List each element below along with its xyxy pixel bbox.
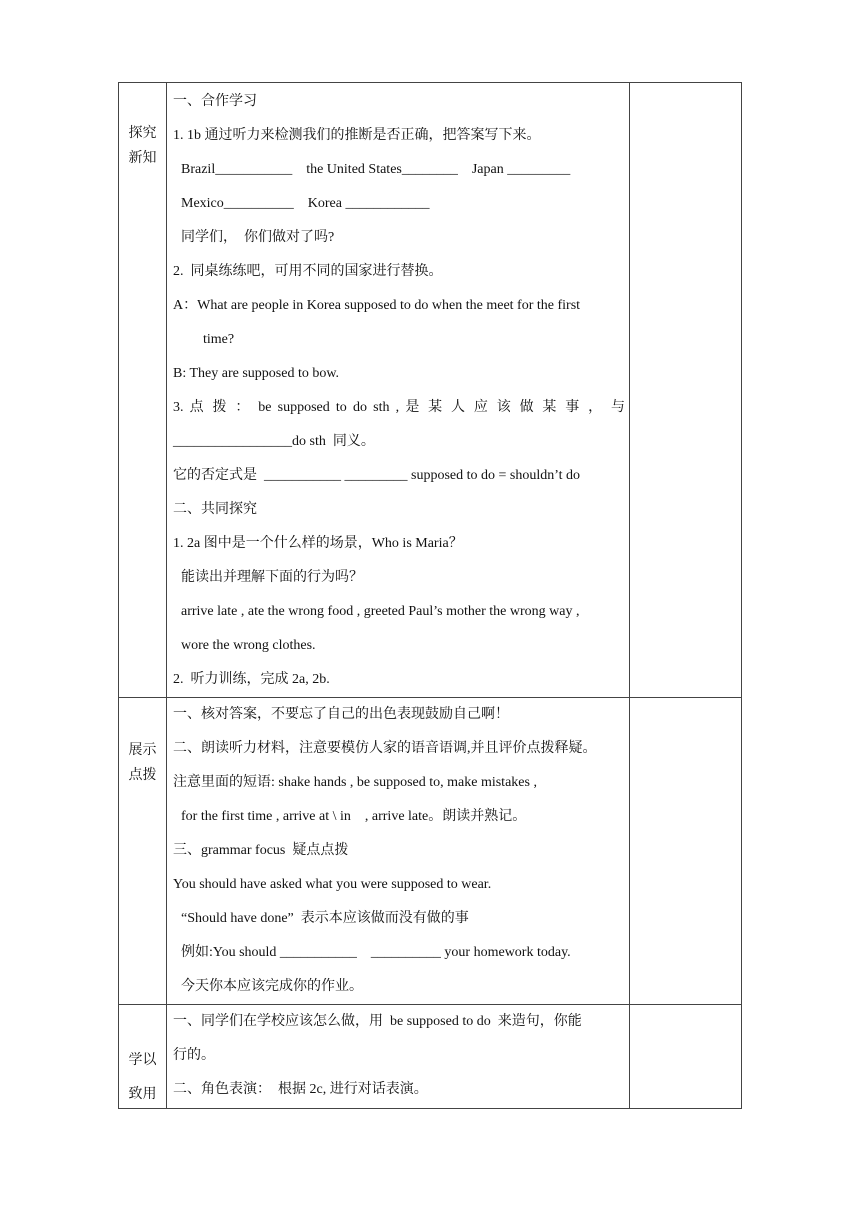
content-line: 一、合作学习: [173, 94, 257, 109]
section-label-line-1: 学以: [128, 1053, 157, 1068]
section-label-line-2: 新知: [128, 151, 157, 166]
content-line: wore the wrong clothes.: [181, 638, 316, 653]
content-line: 二、共同探究: [173, 502, 257, 517]
content-line: for the first time , arrive at \ in , arrive late。朗读并熟记。: [181, 809, 527, 824]
content-line: 同学们， 你们做对了吗?: [181, 230, 335, 245]
fill-in-line: 它的否定式是 ___________ _________ supposed to do = shouldn’t do: [173, 468, 581, 483]
content-line: 二、朗读听力材料，注意要模仿人家的语音语调,并且评价点拨释疑。: [173, 741, 597, 756]
dialogue-line: A：What are people in Korea supposed to do when the meet for the first: [173, 298, 581, 313]
content-line: You should have asked what you were supposed to wear.: [173, 877, 492, 892]
dialogue-line: time?: [203, 332, 235, 347]
content-line: 今天你本应该完成你的作业。: [181, 979, 363, 994]
section-label-line-2: 点拨: [128, 768, 157, 783]
fill-in-line: 例如:You should ___________ __________ your homework today.: [181, 945, 571, 960]
section-display-row: [119, 698, 742, 1005]
content-line: 1. 1b 通过听力来检测我们的推断是否正确，把答案写下来。: [173, 128, 541, 143]
section-content-cell: [167, 1005, 630, 1109]
section-content-cell: [167, 83, 630, 698]
section-label-cell: [119, 698, 167, 1005]
section-content-cell: [167, 698, 630, 1005]
content-line: 3. 点 拨 ： be supposed to do sth , 是 某 人 应 该 做 某 事 ， 与: [173, 400, 625, 415]
notes-cell: [630, 83, 742, 698]
section-label-line-1: 探究: [128, 126, 157, 141]
content-line: 一、核对答案，不要忘了自己的出色表现鼓励自己啊！: [173, 707, 509, 722]
notes-cell: [630, 1005, 742, 1109]
fill-in-line: _________________do sth 同义。: [173, 434, 375, 449]
content-line: 二、角色表演： 根据 2c, 进行对话表演。: [173, 1082, 428, 1097]
content-line: 能读出并理解下面的行为吗？: [181, 570, 363, 585]
content-line: 注意里面的短语: shake hands , be supposed to, make mistakes ,: [173, 775, 537, 790]
section-label-line-2: 致用: [128, 1087, 157, 1102]
content-line: 一、同学们在学校应该怎么做，用 be supposed to do 来造句，你能: [173, 1014, 582, 1029]
content-line: 行的。: [173, 1048, 215, 1063]
notes-cell: [630, 698, 742, 1005]
dialogue-line: B: They are supposed to bow.: [173, 366, 340, 381]
fill-in-line: Brazil___________ the United States________ Japan _________: [181, 162, 571, 177]
content-line: 1. 2a 图中是一个什么样的场景，Who is Maria？: [173, 536, 463, 551]
content-line: arrive late , ate the wrong food , greeted Paul’s mother the wrong way ,: [181, 604, 580, 619]
section-explore-row: [119, 83, 742, 698]
fill-in-line: Mexico__________ Korea ____________: [181, 196, 430, 211]
section-label-cell: [119, 1005, 167, 1109]
content-line: 三、grammar focus 疑点点拨: [173, 843, 349, 858]
content-line: 2. 听力训练，完成 2a, 2b.: [173, 672, 330, 687]
section-apply-row: [119, 1005, 742, 1109]
section-label-cell: [119, 83, 167, 698]
content-line: “Should have done” 表示本应该做而没有做的事: [181, 911, 469, 926]
content-line: 2. 同桌练练吧，可用不同的国家进行替换。: [173, 264, 443, 279]
section-label-line-1: 展示: [128, 743, 157, 758]
lesson-table: [118, 82, 742, 1109]
